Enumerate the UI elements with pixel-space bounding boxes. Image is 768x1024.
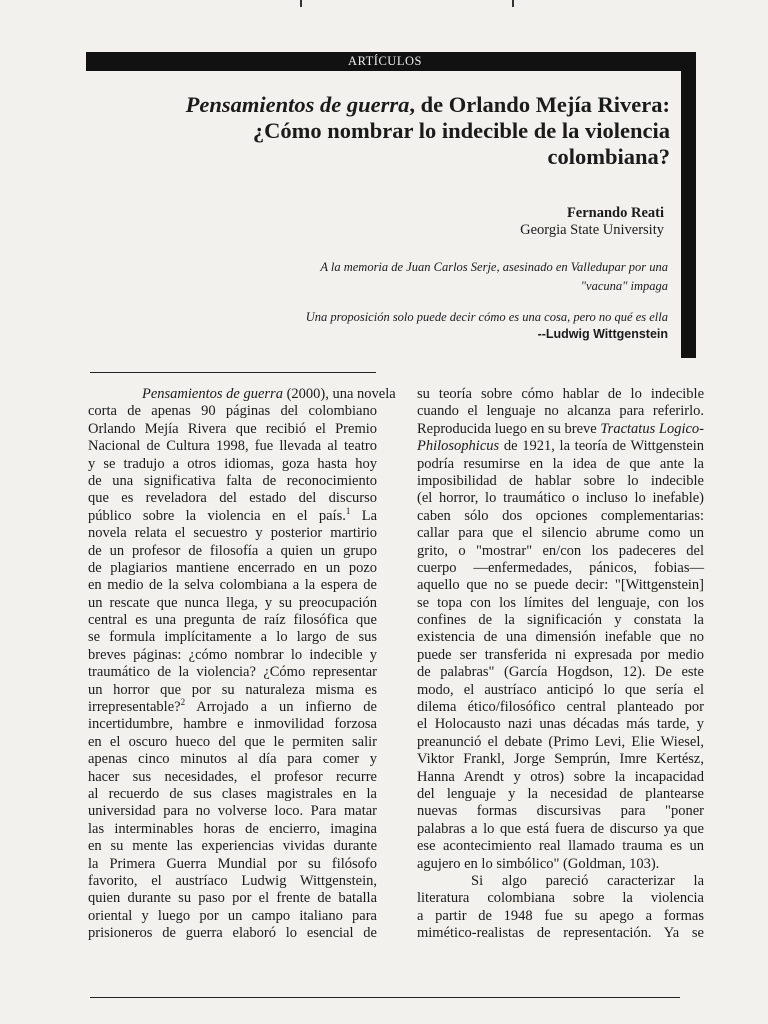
text-line: podría resumirse en la idea de que ante la [417, 455, 704, 472]
text-line: en su mente las experiencias vividas durante [88, 838, 377, 855]
text-line: (el horror, lo traumático o incluso lo inefable) [417, 490, 704, 507]
text-line: oriental y luego por un campo italiano para [88, 907, 377, 924]
footer-rule [90, 997, 680, 998]
text-line: Nacional de Cultura 1998, fue llevada al teatro [88, 438, 377, 455]
text-line: imposibilidad de hablar sobre lo indecible [417, 472, 704, 489]
text-line: público sobre la violencia en el país.$^1$ La [88, 505, 378, 524]
footnote-ref: 2 [180, 697, 186, 708]
dedication-line-2: "vacuna" impaga [580, 279, 668, 293]
text-line: preanunció el debate (Primo Levi, Elie Wiesel, [417, 733, 704, 750]
right-column [417, 386, 704, 943]
text-line: irrepresentable?$^2$ Arrojado a un infierno de [88, 697, 377, 716]
text-line: el Holocausto nazi unas décadas más tarde, y [417, 716, 704, 733]
text-line: favorito, el austríaco Ludwig Wittgenstein, [88, 872, 377, 889]
column-rule-left [90, 372, 376, 373]
text-line: que es reveladora del estado del discurso [88, 490, 377, 507]
text-line: hacer sus necesidades, el profesor recurre [88, 768, 377, 785]
text-line: Si algo pareció caracterizar la [471, 872, 704, 889]
section-label: ARTÍCULOS [348, 54, 422, 68]
side-bar [681, 52, 696, 358]
text-line: un horror que por su naturaleza misma es [88, 681, 377, 698]
text-line: de palabras" (García Hogdson, 12). De este [417, 664, 704, 681]
title-line-3: colombiana? [547, 144, 670, 169]
scan-mark [300, 0, 302, 7]
section-header [86, 52, 684, 71]
text-line: de plagiarios mantiene encerrado en un pozo [88, 559, 377, 576]
text-line: las interminables horas de encierro, imagina [88, 820, 377, 837]
text-line: novela relata el secuestro y posterior martirio [88, 525, 377, 542]
text-line: prisioneros de guerra elaboró lo esencial de [88, 925, 377, 942]
text-line: ese acontecimiento real llamado trauma es un [417, 838, 704, 855]
text-line: puede ser transferida ni expresada por medio [417, 646, 704, 663]
text-line: modo, el austríaco anticipó lo que sería el [417, 681, 704, 698]
text-line: universidad para no volverse loco. Para matar [88, 803, 377, 820]
text-line: caben sólo dos opciones complementarias: [417, 507, 704, 524]
text-line: de una significativa falta de reconocimiento [88, 472, 377, 489]
text-line: dilema ético/filosófico central planteado por [417, 699, 704, 716]
scan-mark [512, 0, 514, 7]
text-line: confines de la significación y constata la [417, 612, 704, 629]
text-line: existencia de una dimensión inefable que no [417, 629, 704, 646]
text-line: la Primera Guerra Mundial por su filósofo [88, 855, 377, 872]
text-line: agujero en lo simbólico" (Goldman, 103). [417, 855, 660, 872]
author-affiliation: Georgia State University [520, 222, 664, 238]
text-line: Pensamientos de guerra (2000), una novela [142, 386, 396, 402]
epigraph-author: --Ludwig Wittgenstein [537, 327, 668, 341]
text-line: cuando el lenguaje no alcanza para referirlo. [417, 403, 704, 420]
text-line: corta de apenas 90 páginas del colombiano [88, 403, 377, 420]
article-title [150, 92, 670, 170]
work-title-inline: Tractatus Logico- [600, 420, 704, 437]
author-name: Fernando Reati [566, 205, 664, 221]
text-line: breves páginas: ¿cómo nombrar lo indecible y [88, 646, 377, 663]
text-line: central es una pregunta de raíz filosófica que [88, 612, 377, 629]
text-line: Hanna Arendt y otros) sobre la incapacidad [417, 768, 704, 785]
text-line: Philosophicus de 1921, la teoría de Wittgenstein [417, 438, 704, 455]
text-line: al recuerdo de sus clases magistrales en la [88, 785, 377, 802]
text-line: y se tradujo a otros idiomas, goza hasta hoy [88, 455, 377, 472]
text-line: traumático de la violencia? ¿Cómo representar [88, 664, 377, 681]
left-column [88, 386, 396, 943]
text-line: palabras a lo que está fuera de discurso ya que [417, 820, 704, 837]
text-line: aquello que no se puede decir: "[Wittgenstein] [417, 577, 704, 594]
text-line: Reproducida luego en su breve Tractatus Logico- [417, 420, 704, 437]
text-line: cuerpo —enfermedades, pánicos, fobias— [417, 559, 704, 576]
text-line: callar para que el silencio abrume como un [417, 525, 704, 542]
text-line: nuevas formas discursivas para "poner [417, 803, 704, 820]
book-title: Pensamientos de guerra [185, 92, 410, 117]
text-line: a partir de 1948 fue su apego a formas [417, 907, 704, 924]
footnote-ref: 1 [345, 505, 351, 516]
epigraph-quote: Una proposición solo puede decir cómo es una cosa, pero no qué es ella [305, 310, 668, 324]
text-line: se formula implícitamente a lo largo de sus [88, 629, 377, 646]
text-line: su teoría sobre cómo hablar de lo indecible [417, 386, 704, 402]
text-line: se topa con los límites del lenguaje, con los [417, 594, 704, 611]
dedication [250, 258, 668, 296]
text-line: en medio de la selva colombiana a la espera de [88, 577, 377, 594]
text-line: mimético-realistas de representación. Ya se [417, 925, 704, 942]
text-line: de un profesor de filosofía a quien un grupo [88, 542, 377, 559]
dedication-line-1: A la memoria de Juan Carlos Serje, asesinado en Valledupar por una [320, 260, 668, 274]
title-line-2: ¿Cómo nombrar lo indecible de la violencia [252, 118, 670, 143]
text-line: Viktor Frankl, Jorge Semprún, Imre Kertész, [417, 751, 704, 768]
text-line: grito, o "mostrar" en/con los padeceres del [417, 542, 704, 559]
work-title-inline: Philosophicus [417, 438, 500, 455]
text-line: Orlando Mejía Rivera que recibió el Premio [88, 420, 377, 437]
text-line: apenas cinco minutos al día para comer y [88, 751, 377, 768]
text-line: en el oscuro hueco del que le permiten salir [88, 733, 377, 750]
text-line: un rescate que nunca llega, y su preocupación [88, 594, 377, 611]
text-line: del lenguaje y la necesidad de plantearse [417, 785, 704, 802]
text-line: incertidumbre, hambre e inmovilidad forzosa [88, 716, 377, 733]
book-title-inline: Pensamientos de guerra [142, 386, 283, 402]
text-line: quien durante su paso por el frente de batalla [88, 890, 377, 907]
title-line-1: , de Orlando Mejía Rivera: [409, 92, 670, 117]
text-line: literatura colombiana sobre la violencia [417, 890, 704, 907]
